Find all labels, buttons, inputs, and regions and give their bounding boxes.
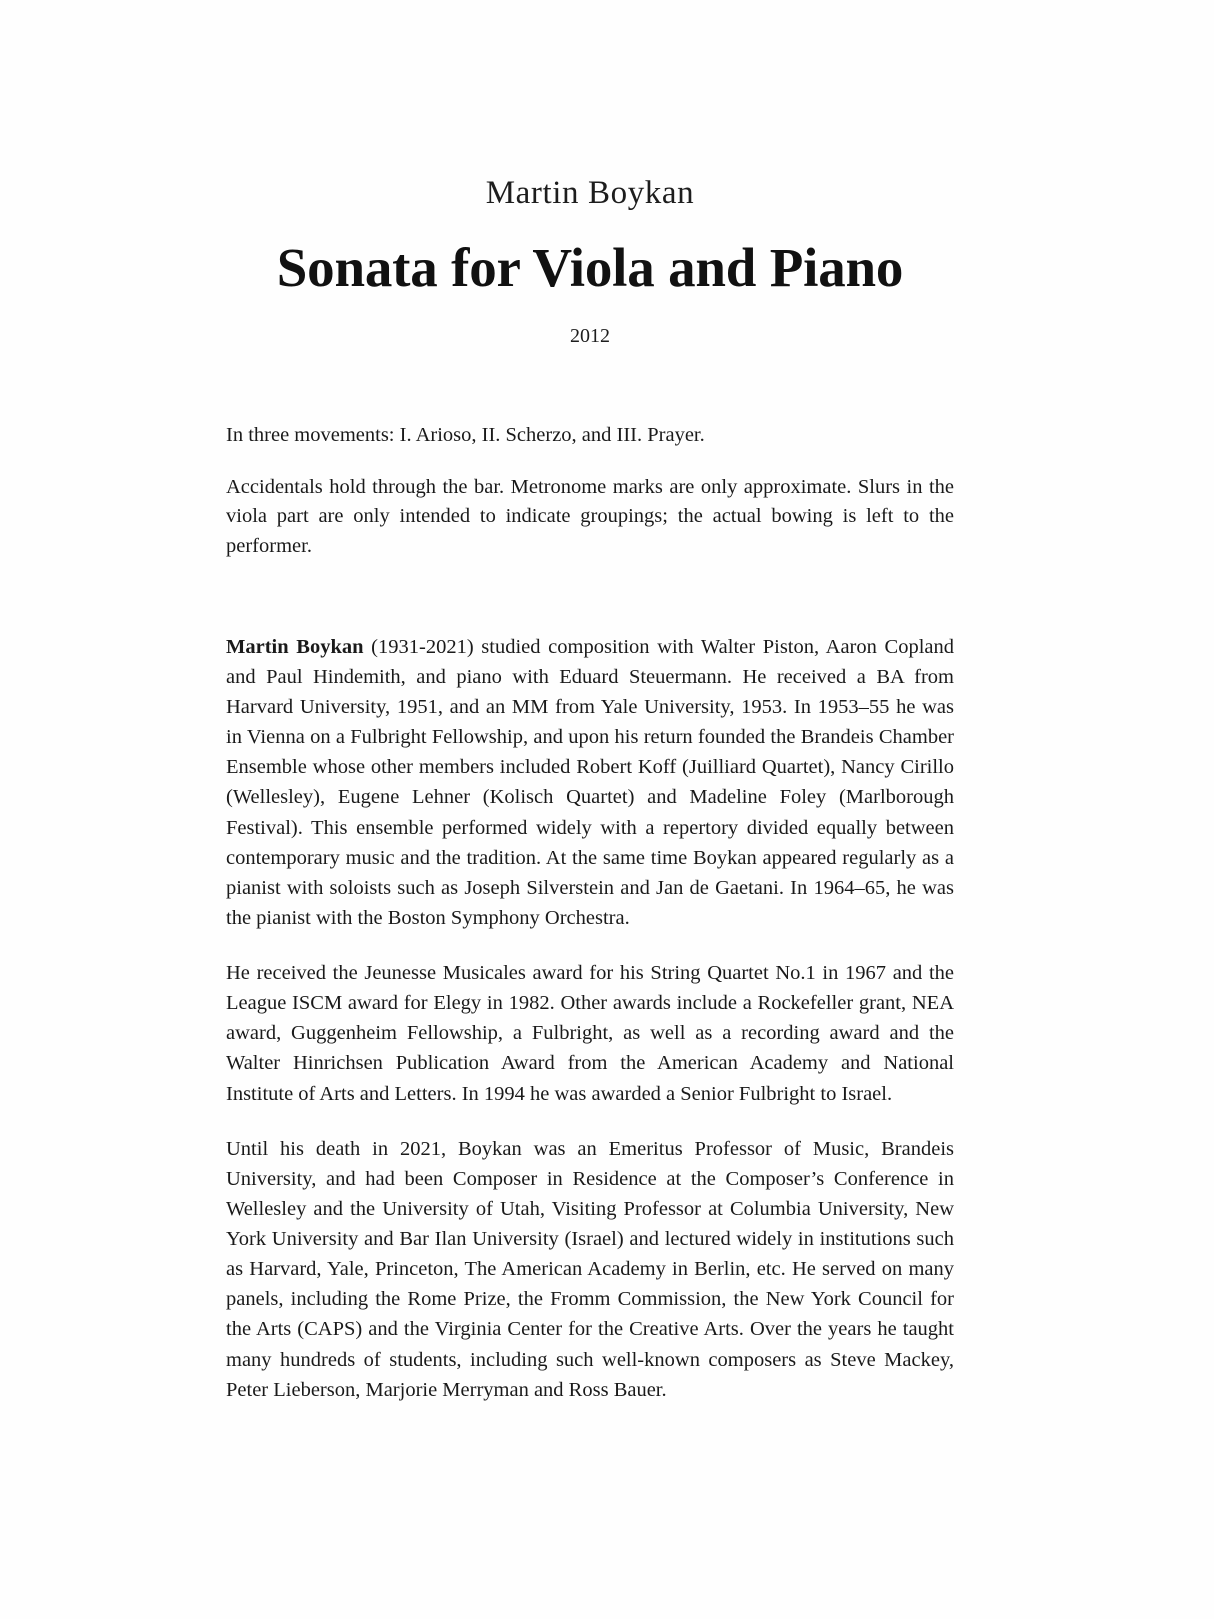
movements-note: In three movements: I. Arioso, II. Scherzo, and III. Prayer. <box>226 423 705 446</box>
bio-paragraph-1-text: (1931-2021) studied composition with Walter Piston, Aaron Copland and Paul Hindemith, and piano with Eduard Steuermann. He received a BA from Harvard University, 1951, and an MM from Yale University, 1953. In 1953–55 he was in Vienna on a Fulbright Fellowship, and upon his return founded the Brandeis Chamber Ensemble whose other members included Robert Koff (Juilliard Quartet), Nancy Cirillo (Wellesley), Eugene Lehner (Kolisch Quartet) and Madeline Foley (Marlborough Festival). This ensemble performed widely with a repertory divided equally between contemporary music and the tradition. At the same time Boykan appeared regularly as a pianist with soloists such as Joseph Silverstein and Jan de Gaetani. In 1964–65, he was the pianist with the Boston Symphony Orchestra. <box>226 635 954 929</box>
page-content <box>226 0 954 1405</box>
work-title: Sonata for Viola and Piano <box>276 237 904 299</box>
bio-paragraph-2: He received the Jeunesse Musicales award for his String Quartet No.1 in 1967 and the League ISCM award for Elegy in 1982. Other awards include a Rockefeller grant, NEA award, Guggenheim Fellowship, a Fulbright, as well as a recording award and the Walter Hinrichsen Publication Award from the American Academy and National Institute of Arts and Letters. In 1994 he was awarded a Senior Fulbright to Israel. <box>226 962 954 1105</box>
composition-year: 2012 <box>570 324 610 347</box>
performance-instructions-note: Accidentals hold through the bar. Metronome marks are only approximate. Slurs in the viola part are only intended to indicate groupings; the actual bowing is left to the performer. <box>226 475 954 558</box>
bio-paragraph-1 <box>226 632 954 933</box>
performance-notes <box>226 421 954 562</box>
title-block <box>226 0 954 347</box>
composer-biography <box>226 632 954 1405</box>
composer-name: Martin Boykan <box>485 175 695 211</box>
bio-paragraph-3: Until his death in 2021, Boykan was an Emeritus Professor of Music, Brandeis University, and had been Composer in Residence at the Composer’s Conference in Wellesley and the University of Utah, Visiting Professor at Columbia University, New York University and Bar Ilan University (Israel) and lectured widely in institutions such as Harvard, Yale, Princeton, The American Academy in Berlin, etc. He served on many panels, including the Rome Prize, the Fromm Commission, the New York Council for the Arts (CAPS) and the Virginia Center for the Creative Arts. Over the years he taught many hundreds of students, including such well-known composers as Steve Mackey, Peter Lieberson, Marjorie Merryman and Ross Bauer. <box>226 1137 954 1401</box>
bio-lead-name: Martin Boykan <box>226 635 364 658</box>
